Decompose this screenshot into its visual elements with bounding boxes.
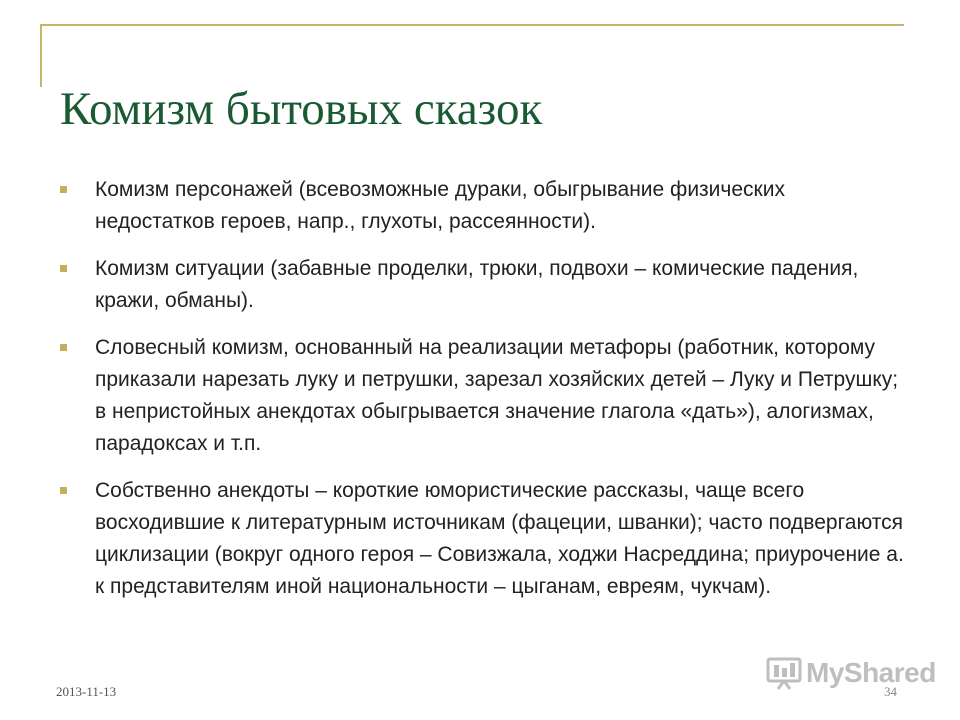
bullet-item [60, 475, 910, 603]
watermark-text: MyShared [806, 657, 936, 688]
bullet-item [60, 174, 910, 238]
bullet-square-icon [60, 186, 67, 193]
bullet-square-icon [60, 487, 67, 494]
bullet-text: Комизм ситуации (забавные проделки, трюки, подвохи – комические падения, кражи, обманы). [95, 257, 859, 312]
bullet-text: Словесный комизм, основанный на реализации метафоры (работник, которому приказали нарезать луку и петрушки, зарезал хозяйских детей – Луку и Петрушку; в непристойных анекдотах обыгрывается значение глагола «дать»), алогизмах, парадоксах и т.п. [95, 336, 899, 455]
bullet-item [60, 332, 910, 460]
slide-title: Комизм бытовых сказок [60, 83, 543, 135]
slide-frame-top-line [40, 24, 904, 26]
footer-date: 2013-11-13 [56, 684, 117, 699]
myshared-watermark [766, 654, 936, 694]
bullet-text: Собственно анекдоты – короткие юмористические рассказы, чаще всего восходившие к литературным источникам (фацеции, шванки); часто подвергаются циклизации (вокруг одного героя – Совизжала, ходжи Насреддина; приурочение а. к представителям иной национальности – цыганам, евреям, чукчам). [95, 479, 904, 598]
bullet-list [60, 174, 910, 618]
presentation-screen-icon [766, 656, 802, 690]
page-number: 34 [884, 684, 897, 699]
bullet-square-icon [60, 265, 67, 272]
bullet-text: Комизм персонажей (всевозможные дураки, обыгрывание физических недостатков героев, напр., глухоты, рассеянности). [95, 178, 785, 233]
bullet-square-icon [60, 344, 67, 351]
slide-frame-left-line [40, 24, 42, 87]
bullet-item [60, 253, 910, 317]
